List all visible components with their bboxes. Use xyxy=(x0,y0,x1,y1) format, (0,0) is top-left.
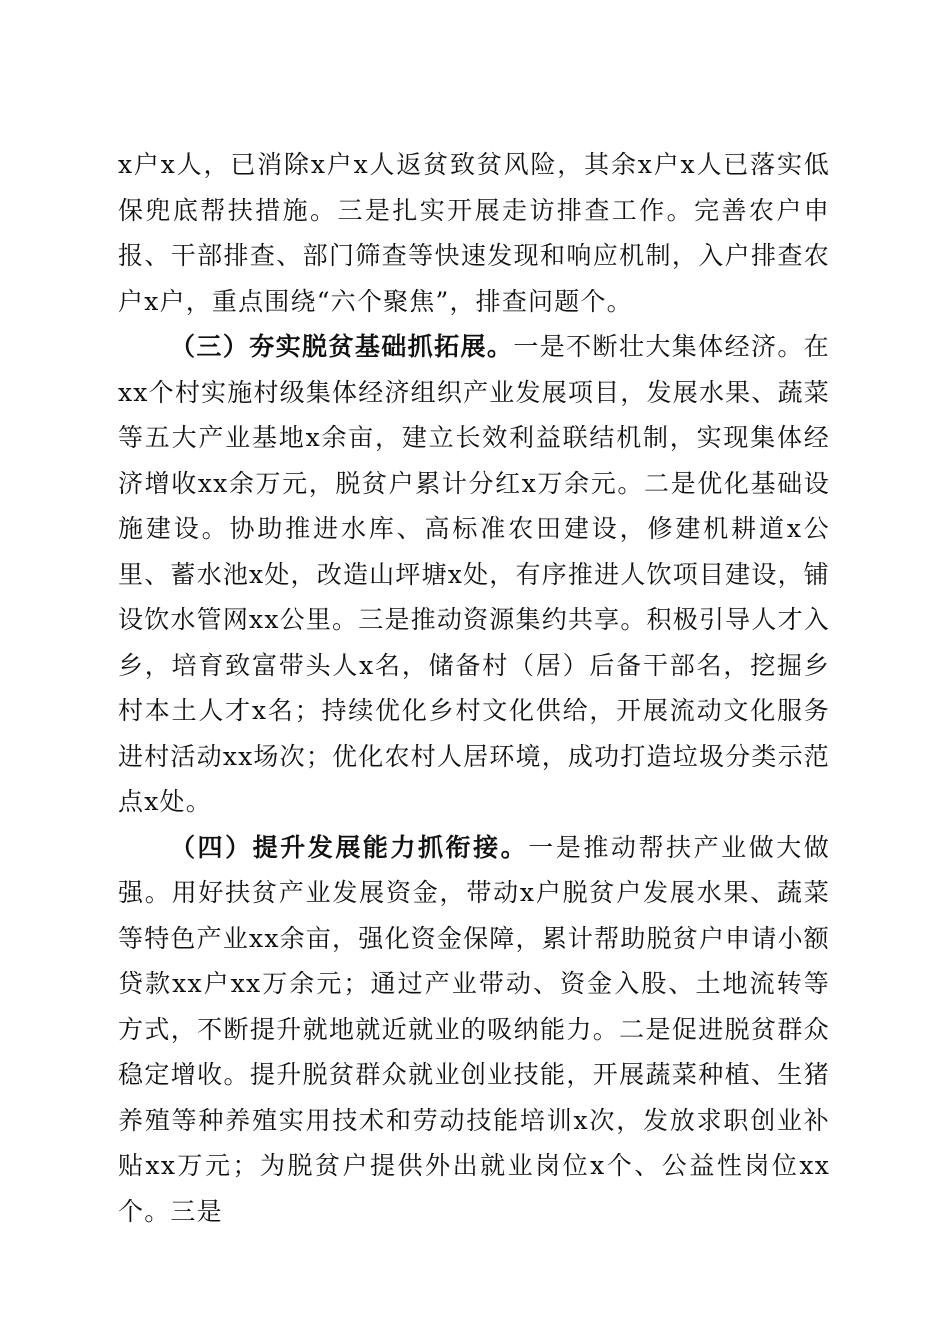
section-heading: （四）提升发展能力抓衔接。 xyxy=(170,832,529,862)
paragraph-section-3 xyxy=(118,324,830,825)
paragraph-text: 一是不断壮大集体经济。在xx个村实施村级集体经济组织产业发展项目，发展水果、蔬菜等五大产业基地x余亩，建立长效利益联结机制，实现集体经济增收xx余万元，脱贫户累计分红x万余元。二是优化基础设施建设。协助推进水库、高标准农田建设，修建机耕道x公里、蓄水池x处，改造山坪塘x处，有序推进人饮项目建设，铺设饮水管网xx公里。三是推动资源集约共享。积极引导人才入乡，培育致富带头人x名，储备村（居）后备干部名，挖掘乡村本土人才x名；持续优化乡村文化供给，开展流动文化服务进村活动xx场次；优化农村人居环境，成功打造垃圾分类示范点x处。 xyxy=(118,332,830,816)
paragraph-continued xyxy=(118,142,830,324)
paragraph-text: x户x人，已消除x户x人返贫致贫风险，其余x户x人已落实低保兜底帮扶措施。三是扎实开展走访排查工作。完善农户申报、干部排查、部门筛查等快速发现和响应机制，入户排查农户x户，重点围绕“六个聚焦”，排查问题个。 xyxy=(118,150,830,316)
document-body xyxy=(118,142,830,1234)
paragraph-text: 一是推动帮扶产业做大做强。用好扶贫产业发展资金，带动x户脱贫户发展水果、蔬菜等特色产业xx余亩，强化资金保障，累计帮助脱贫户申请小额贷款xx户xx万余元；通过产业带动、资金入股、土地流转等方式，不断提升就地就近就业的吸纳能力。二是促进脱贫群众稳定增收。提升脱贫群众就业创业技能，开展蔬菜种植、生猪养殖等种养殖实用技术和劳动技能培训x次，发放求职创业补贴xx万元；为脱贫户提供外出就业岗位x个、公益性岗位xx个。三是 xyxy=(118,832,830,1226)
paragraph-section-4 xyxy=(118,825,830,1235)
section-heading: （三）夯实脱贫基础抓拓展。 xyxy=(170,332,514,361)
